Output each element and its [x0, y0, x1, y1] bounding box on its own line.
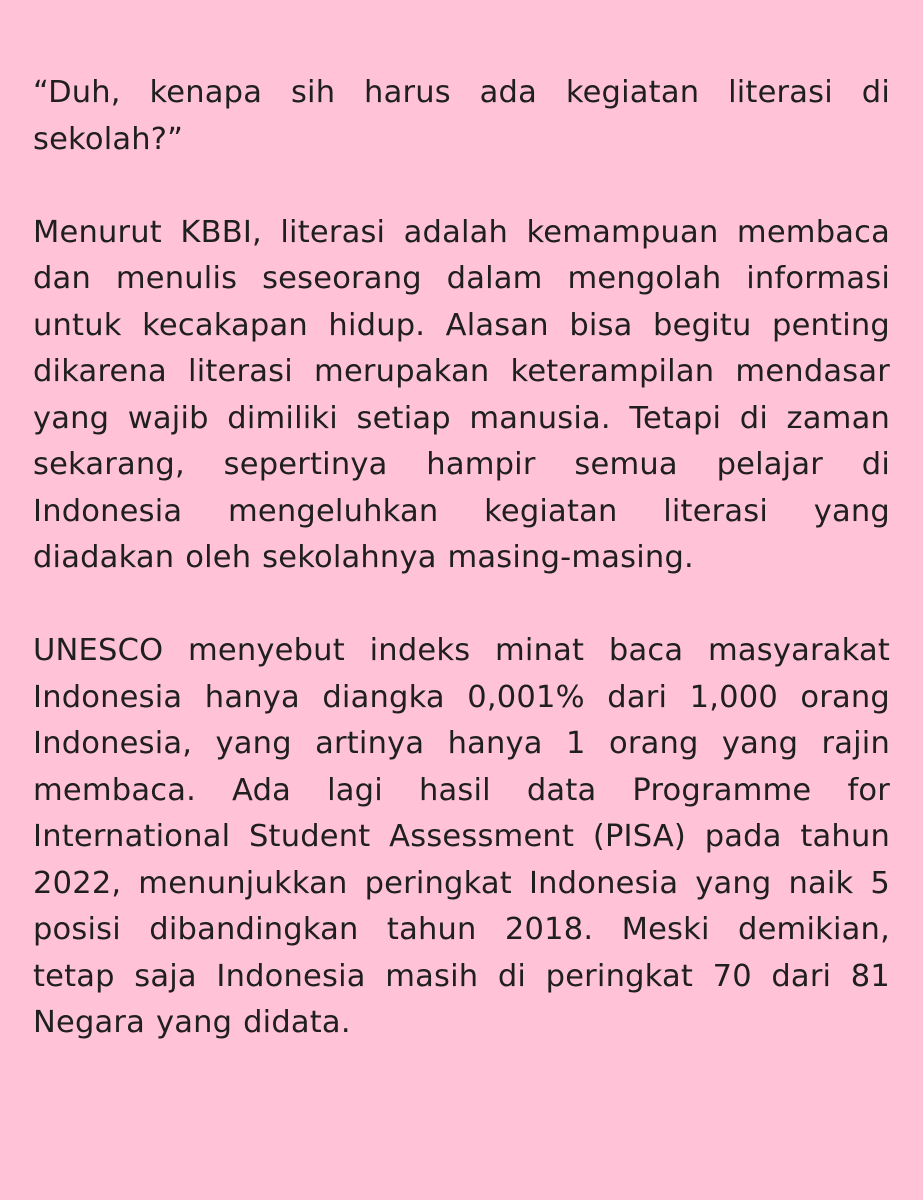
opening-question: “Duh, kenapa sih harus ada kegiatan literasi di sekolah?”	[33, 75, 890, 157]
reading-statistics-paragraph: UNESCO menyebut indeks minat baca masyarakat Indonesia hanya diangka 0,001% dari 1,000 orang Indonesia, yang artinya hanya 1 orang yang rajin membaca. Ada lagi hasil data Programme for International Student Assessment (PISA) pada tahun 2022, menunjukkan peringkat Indonesia yang naik 5 posisi dibandingkan tahun 2018. Meski demikian, tetap saja Indonesia masih di peringkat 70 dari 81 Negara yang didata.	[33, 633, 890, 1040]
literacy-definition-paragraph: Menurut KBBI, literasi adalah kemampuan membaca dan menulis seseorang dalam mengolah informasi untuk kecakapan hidup. Alasan bisa begitu penting dikarena literasi merupakan keterampilan mendasar yang wajib dimiliki setiap manusia. Tetapi di zaman sekarang, sepertinya hampir semua pelajar di Indonesia mengeluhkan kegiatan literasi yang diadakan oleh sekolahnya masing-masing.	[33, 214, 890, 575]
